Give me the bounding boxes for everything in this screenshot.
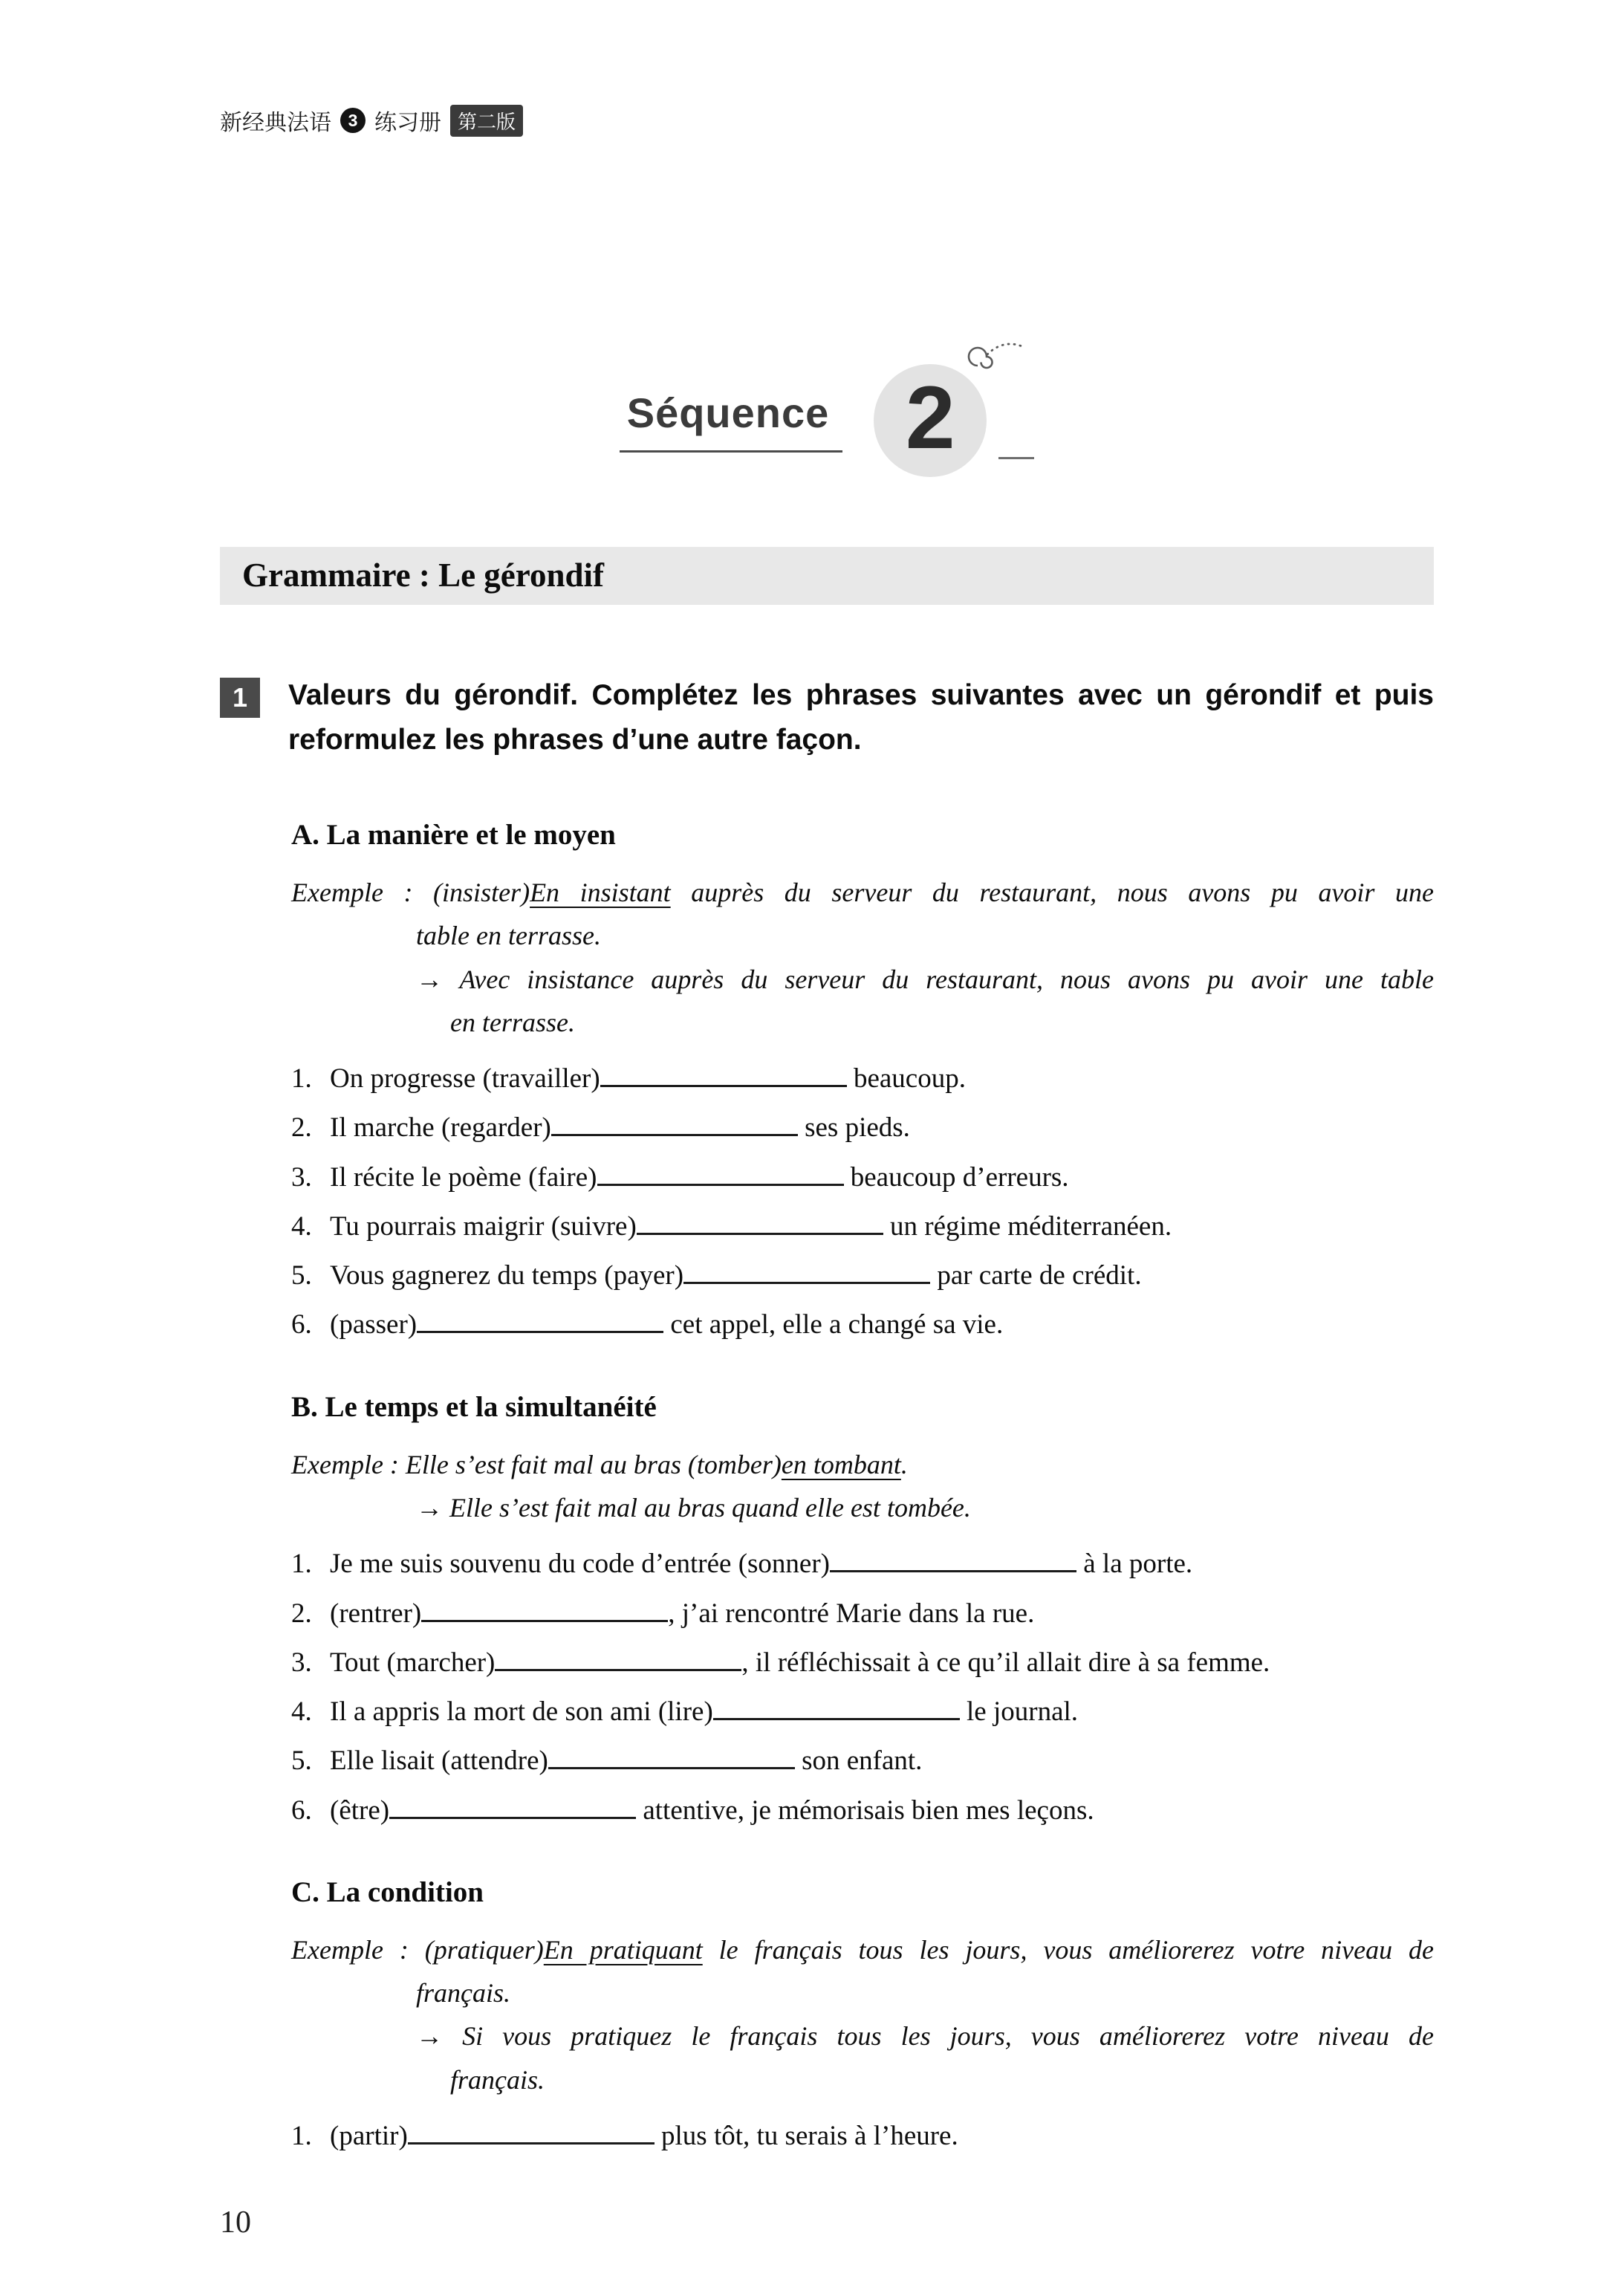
answer-blank	[421, 1620, 668, 1622]
example-line	[416, 1486, 1434, 1529]
item-text-after-blank: beaucoup.	[846, 1063, 966, 1095]
example-line	[291, 1443, 1434, 1486]
item-text-before-blank: Il récite le poème (faire)	[330, 1161, 597, 1193]
item-text-before-blank: Il a appris la mort de son ami (lire)	[330, 1696, 713, 1727]
exercise-item	[291, 1695, 1434, 1729]
item-text-after-blank: ses pieds.	[797, 1112, 910, 1144]
item-text	[330, 1111, 1434, 1145]
answer-blank	[830, 1570, 1076, 1572]
item-number: 1.	[291, 1063, 312, 1095]
item-number: 1.	[291, 1549, 312, 1580]
example-text: table en terrasse.	[416, 921, 601, 951]
item-number: 5.	[291, 1260, 312, 1291]
item-number: 3.	[291, 1647, 312, 1678]
section-heading: C. La condition	[291, 1876, 484, 1908]
answer-blank	[551, 1134, 798, 1136]
example-line	[450, 1001, 1434, 1044]
answer-blank	[600, 1085, 847, 1087]
exercise-item	[291, 1308, 1434, 1342]
example-text: → Avec insistance auprès du serveur du restaurant, nous avons pu avoir une table	[416, 964, 1434, 994]
item-text-before-blank: On progresse (travailler)	[330, 1063, 600, 1095]
grammar-section	[291, 1390, 1434, 1828]
item-number: 2.	[291, 1112, 312, 1144]
exercise-item	[291, 2119, 1434, 2153]
grammar-section	[291, 1876, 1434, 2154]
item-number: 2.	[291, 1598, 312, 1629]
answer-blank	[597, 1184, 844, 1186]
example-gerund-underlined: En pratiquant	[543, 1934, 703, 1965]
answer-blank	[417, 1331, 663, 1333]
example-text: → Si vous pratiquez le français tous les jours, vous améliorerez votre niveau de	[416, 2021, 1434, 2052]
item-text-after-blank: plus tôt, tu serais à l’heure.	[654, 2121, 958, 2151]
item-text-before-blank: Elle lisait (attendre)	[330, 1745, 548, 1777]
page-content	[220, 0, 1434, 2168]
example-text: français.	[416, 1978, 511, 2009]
example-text: Exemple : (insister)	[291, 877, 530, 907]
exercise-item	[291, 1794, 1434, 1828]
book-subtitle: 练习册	[374, 111, 441, 135]
item-text-after-blank: attentive, je mémorisais bien mes leçons.	[636, 1795, 1094, 1826]
item-number: 1.	[291, 2121, 312, 2151]
example-line	[416, 958, 1434, 1001]
item-text	[330, 1597, 1434, 1631]
exercise-item	[291, 1111, 1434, 1145]
exercise-item	[291, 1161, 1434, 1195]
example-line	[291, 871, 1434, 914]
section-heading: A. La manière et le moyen	[291, 818, 616, 851]
exercise-item	[291, 1062, 1434, 1096]
exercise-item	[291, 1646, 1434, 1680]
item-number: 6.	[291, 1795, 312, 1826]
item-text-after-blank: à la porte.	[1076, 1549, 1193, 1580]
sequence-number-circle	[874, 364, 987, 477]
spiral-doodle-icon	[966, 337, 1028, 382]
answer-blank	[637, 1233, 883, 1235]
exercise-item	[291, 1259, 1434, 1293]
exercise-item	[291, 1744, 1434, 1778]
example-gerund-underlined: en tombant	[781, 1449, 901, 1479]
answer-blank	[713, 1718, 960, 1720]
example-block	[291, 1928, 1434, 2101]
example-text: .	[900, 1449, 908, 1479]
item-text	[330, 1547, 1434, 1581]
item-text	[330, 2119, 1434, 2153]
sequence-header	[220, 364, 1434, 477]
example-line	[416, 914, 1434, 957]
item-text-after-blank: par carte de crédit.	[930, 1260, 1142, 1291]
item-text-before-blank: Tout (marcher)	[330, 1647, 496, 1678]
item-text	[330, 1744, 1434, 1778]
item-text-after-blank: beaucoup d’erreurs.	[843, 1161, 1069, 1193]
exercise-item	[291, 1597, 1434, 1631]
example-text: Exemple : (pratiquer)	[291, 1934, 544, 1965]
item-text	[330, 1210, 1434, 1244]
edition-badge: 第二版	[450, 105, 523, 137]
exercise-items	[291, 1062, 1434, 1343]
book-header	[220, 104, 1434, 137]
exercise-items	[291, 2119, 1434, 2153]
exercise-item	[291, 1210, 1434, 1244]
item-number: 4.	[291, 1210, 312, 1242]
example-text: → Elle s’est fait mal au bras quand elle est tombée.	[416, 1492, 971, 1523]
sequence-number: 2	[905, 368, 955, 467]
answer-blank	[495, 1669, 741, 1671]
item-text-before-blank: Tu pourrais maigrir (suivre)	[330, 1210, 637, 1242]
item-text-after-blank: un régime méditerranéen.	[883, 1210, 1172, 1242]
grammar-banner	[220, 547, 1434, 605]
example-line	[416, 1971, 1434, 2014]
example-text: Exemple : Elle s’est fait mal au bras (tomber)	[291, 1449, 782, 1479]
grammar-banner-title: Grammaire : Le gérondif	[242, 557, 604, 594]
answer-blank	[389, 1817, 636, 1819]
example-text: le français tous les jours, vous améliorerez votre niveau de	[702, 1934, 1434, 1965]
item-number: 4.	[291, 1696, 312, 1727]
item-text-before-blank: (passer)	[330, 1309, 418, 1341]
exercise-number-badge: 1	[220, 678, 260, 718]
answer-blank	[548, 1767, 795, 1769]
example-block	[291, 1443, 1434, 1530]
page-number: 10	[220, 2205, 251, 2240]
example-text: français.	[450, 2064, 545, 2095]
item-text-after-blank: , il réfléchissait à ce qu’il allait dire à sa femme.	[741, 1647, 1270, 1678]
example-gerund-underlined: En insistant	[530, 877, 671, 907]
item-text-before-blank: Il marche (regarder)	[330, 1112, 551, 1144]
section-heading: B. Le temps et la simultanéité	[291, 1390, 657, 1423]
item-text-before-blank: (rentrer)	[330, 1598, 422, 1629]
item-number: 5.	[291, 1745, 312, 1777]
answer-blank	[408, 2142, 655, 2145]
example-block	[291, 871, 1434, 1044]
item-text	[330, 1259, 1434, 1293]
item-text-before-blank: (être)	[330, 1795, 390, 1826]
item-text	[330, 1308, 1434, 1342]
item-text-before-blank: Je me suis souvenu du code d’entrée (sonner)	[330, 1549, 830, 1580]
item-text	[330, 1794, 1434, 1828]
item-text-after-blank: , j’ai rencontré Marie dans la rue.	[668, 1598, 1035, 1629]
item-text	[330, 1062, 1434, 1096]
example-line	[291, 1928, 1434, 1971]
exercise-header	[220, 673, 1434, 763]
example-text: en terrasse.	[450, 1007, 575, 1037]
item-text-after-blank: le journal.	[959, 1696, 1079, 1727]
exercise-instruction: Valeurs du gérondif. Complétez les phrases suivantes avec un gérondif et puis reformulez les phrases d’une autre façon.	[288, 679, 1434, 756]
item-text-before-blank: (partir)	[330, 2121, 408, 2151]
item-number: 3.	[291, 1161, 312, 1193]
volume-number-badge: 3	[340, 108, 366, 133]
exercise-item	[291, 1547, 1434, 1581]
item-text-before-blank: Vous gagnerez du temps (payer)	[330, 1260, 684, 1291]
example-line	[416, 2014, 1434, 2058]
item-number: 6.	[291, 1309, 312, 1341]
sequence-dash-line	[998, 457, 1034, 459]
sections	[220, 818, 1434, 2153]
answer-blank	[683, 1282, 930, 1284]
example-line	[450, 2058, 1434, 2101]
exercise-items	[291, 1547, 1434, 1828]
example-text: auprès du serveur du restaurant, nous avons pu avoir une	[670, 877, 1434, 907]
grammar-section	[291, 818, 1434, 1343]
item-text	[330, 1646, 1434, 1680]
item-text	[330, 1161, 1434, 1195]
item-text-after-blank: son enfant.	[794, 1745, 923, 1777]
sequence-label: Séquence	[620, 389, 843, 453]
item-text	[330, 1695, 1434, 1729]
book-series-title: 新经典法语	[220, 111, 331, 135]
item-text-after-blank: cet appel, elle a changé sa vie.	[663, 1309, 1004, 1341]
